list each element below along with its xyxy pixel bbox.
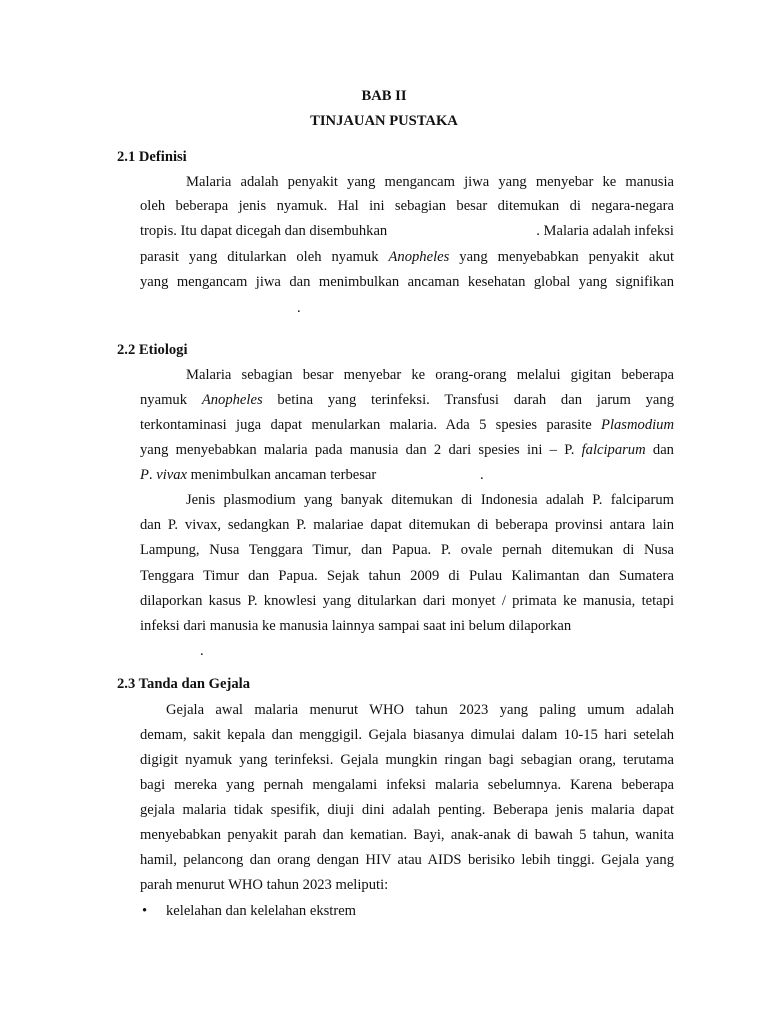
paragraph-line: digigit nyamuk yang terinfeksi. Gejala mungkin ringan bagi sebagian orang, terutama	[140, 752, 674, 768]
paragraph-line: dan P. vivax, sedangkan P. malariae dapat ditemukan di beberapa provinsi antara lain	[140, 517, 674, 533]
text-segment: parasit yang ditularkan oleh nyamuk	[140, 249, 379, 265]
citation-period: .	[480, 467, 484, 483]
paragraph-line: infeksi dari manusia ke manusia lainnya sampai saat ini belum dilaporkan	[140, 618, 572, 634]
text-segment: yang menyebabkan penyakit akut	[459, 249, 674, 265]
paragraph-line: dilaporkan kasus P. knowlesi yang ditularkan dari monyet / primata ke manusia, tetapi	[140, 593, 674, 609]
text-segment: terkontaminasi juga dapat menularkan malaria. Ada 5 spesies parasite	[140, 417, 592, 433]
paragraph-line	[140, 417, 674, 434]
paragraph-line: parah menurut WHO tahun 2023 meliputi:	[140, 877, 389, 893]
text-segment: nyamuk	[140, 392, 188, 408]
species-name: Anopheles	[201, 392, 263, 408]
species-name: vivax	[156, 467, 188, 483]
paragraph-line: bagi mereka yang pernah mengalami infeksi malaria sebelumnya. Karena beberapa	[140, 777, 674, 793]
paragraph-line	[140, 442, 674, 459]
paragraph-line: demam, sakit kepala dan menggigil. Gejala biasanya dimulai dalam 10-15 hari setelah	[140, 727, 674, 743]
section-heading-etiologi: 2.2 Etiologi	[117, 342, 188, 358]
paragraph-line: menyebabkan penyakit parah dan kematian. Bayi, anak-anak di bawah 5 tahun, wanita	[140, 827, 674, 843]
paragraph-line	[140, 392, 674, 409]
text-segment: . Malaria adalah infeksi	[536, 223, 674, 239]
paragraph-line	[140, 249, 674, 266]
species-name: Anopheles	[388, 249, 450, 265]
genus-name: Plasmodium	[601, 417, 674, 433]
paragraph-line: yang mengancam jiwa dan menimbulkan ancaman kesehatan global yang signifikan	[140, 274, 674, 290]
paragraph-line: gejala malaria tidak spesifik, diuji dini adalah penting. Beberapa jenis malaria dapat	[140, 802, 674, 818]
text-segment: .	[148, 467, 157, 483]
list-item: kelelahan dan kelelahan ekstrem	[166, 903, 357, 919]
paragraph-line: Jenis plasmodium yang banyak ditemukan di Indonesia adalah P. falciparum	[186, 492, 674, 508]
paragraph-line: Tenggara Timur dan Papua. Sejak tahun 2009 di Pulau Kalimantan dan Sumatera	[140, 568, 674, 584]
text-segment: yang menyebabkan malaria pada manusia dan 2 dari spesies ini – P.	[140, 442, 575, 458]
paragraph-line: oleh beberapa jenis nyamuk. Hal ini sebagian besar ditemukan di negara-negara	[140, 198, 674, 214]
paragraph-line	[140, 223, 674, 240]
paragraph-line	[140, 467, 674, 484]
text-segment: menimbulkan ancaman terbesar	[190, 467, 377, 483]
paragraph-line: Lampung, Nusa Tenggara Timur, dan Papua. P. ovale pernah ditemukan di Nusa	[140, 542, 674, 558]
section-heading-definisi: 2.1 Definisi	[117, 149, 187, 165]
chapter-title: TINJAUAN PUSTAKA	[310, 113, 458, 129]
species-name: falciparum	[581, 442, 646, 458]
paragraph-line: Malaria sebagian besar menyebar ke orang-orang melalui gigitan beberapa	[186, 367, 674, 383]
genus-initial: P	[140, 467, 149, 483]
paragraph-line: Gejala awal malaria menurut WHO tahun 2023 yang paling umum adalah	[166, 702, 674, 718]
citation-period: .	[297, 300, 301, 316]
text-segment: betina yang terinfeksi. Transfusi darah dan jarum yang	[277, 392, 674, 408]
section-heading-tanda-gejala: 2.3 Tanda dan Gejala	[117, 676, 251, 692]
text-segment: tropis. Itu dapat dicegah dan disembuhkan	[140, 223, 388, 239]
paragraph-line: Malaria adalah penyakit yang mengancam jiwa yang menyebar ke manusia	[186, 174, 674, 190]
paragraph-line: hamil, pelancong dan orang dengan HIV atau AIDS berisiko lebih tinggi. Gejala yang	[140, 852, 674, 868]
text-segment: dan	[652, 442, 674, 458]
citation-period: .	[200, 643, 204, 659]
chapter-number: BAB II	[361, 88, 407, 104]
bullet-icon: •	[142, 903, 148, 919]
